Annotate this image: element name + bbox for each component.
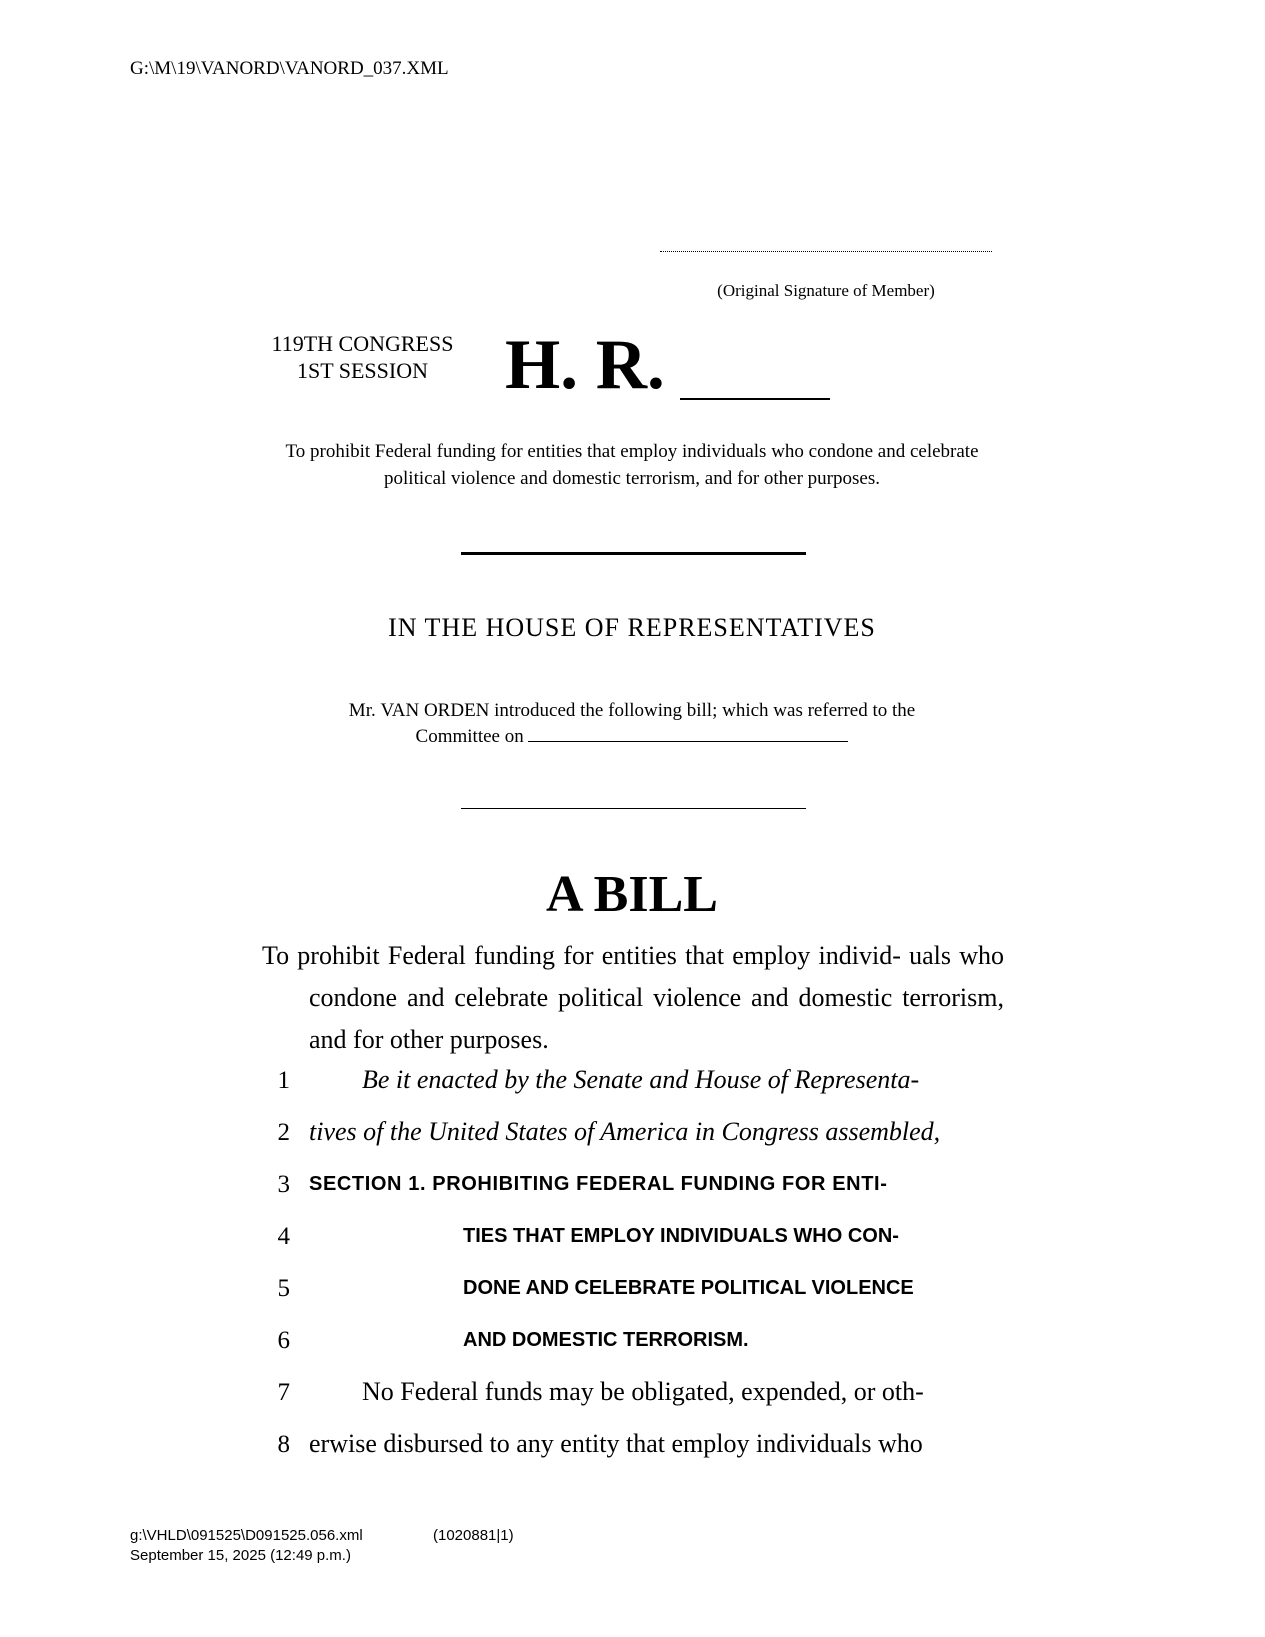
- section-heading-line-1: SECTION 1. PROHIBITING FEDERAL FUNDING FOR ENTI-: [309, 1173, 888, 1195]
- file-path: G:\M\19\VANORD\VANORD_037.XML: [130, 58, 449, 79]
- enacting-clause-line-2: tives of the United States of America in Congress assembled,: [309, 1117, 941, 1146]
- purpose-long: [262, 935, 1004, 1061]
- chamber-heading: IN THE HOUSE OF REPRESENTATIVES: [388, 613, 876, 642]
- body-text-line-1: No Federal funds may be obligated, expended, or oth-: [362, 1377, 924, 1406]
- enacting-clause-line-1: Be it enacted by the Senate and House of Representa-: [362, 1065, 920, 1094]
- body-text-line-2: erwise disbursed to any entity that employ individuals who: [309, 1429, 923, 1458]
- line-number: 5: [277, 1275, 290, 1302]
- session-label: 1ST SESSION: [296, 358, 429, 383]
- section-heading-line-3: DONE AND CELEBRATE POLITICAL VIOLENCE: [463, 1277, 914, 1299]
- divider-thin: [461, 808, 806, 809]
- purpose-long-line-1: To prohibit Federal funding for entities that employ individ-: [262, 941, 901, 970]
- footer-path: g:\VHLD\091525\D091525.056.xml: [130, 1527, 363, 1544]
- line-number: 3: [277, 1171, 290, 1198]
- line-number: 7: [277, 1379, 290, 1406]
- introduction: [252, 698, 1012, 750]
- section-heading-line-2: TIES THAT EMPLOY INDIVIDUALS WHO CON-: [463, 1225, 899, 1247]
- congress-number: 119TH CONGRESS: [271, 331, 454, 356]
- purpose-long-line-2: uals who condone and celebrate political violence and: [309, 941, 1005, 1012]
- bill-number: H. R.: [505, 326, 665, 404]
- footer-date: September 15, 2025 (12:49 p.m.): [130, 1547, 351, 1564]
- bill-number-blank: [680, 398, 830, 400]
- line-number: 8: [277, 1431, 290, 1458]
- sponsor-name: VAN ORDEN: [380, 700, 490, 721]
- line-number: 6: [277, 1327, 290, 1354]
- committee-blank: [528, 725, 848, 742]
- purpose-long-line-3: domestic terrorism, and for other purposes.: [309, 983, 1004, 1054]
- signature-label: (Original Signature of Member): [717, 281, 935, 300]
- congress-session: [255, 330, 470, 384]
- purpose-short: To prohibit Federal funding for entities that employ individuals who condone and celebrate political violence and domestic terrorism, and for other purposes.: [285, 441, 979, 489]
- bill-heading: A BILL: [546, 866, 718, 923]
- committee-label: Committee on: [415, 726, 524, 747]
- sponsor-prefix: Mr.: [348, 700, 376, 721]
- section-heading-line-4: AND DOMESTIC TERRORISM.: [463, 1329, 749, 1351]
- line-number: 2: [277, 1119, 290, 1146]
- signature-line: [660, 251, 992, 252]
- footer-code: (1020881|1): [433, 1527, 514, 1544]
- introduction-text: introduced the following bill; which was referred to the: [494, 700, 916, 721]
- divider-thick: [461, 552, 806, 555]
- line-number: 4: [277, 1223, 290, 1250]
- line-number: 1: [277, 1067, 290, 1094]
